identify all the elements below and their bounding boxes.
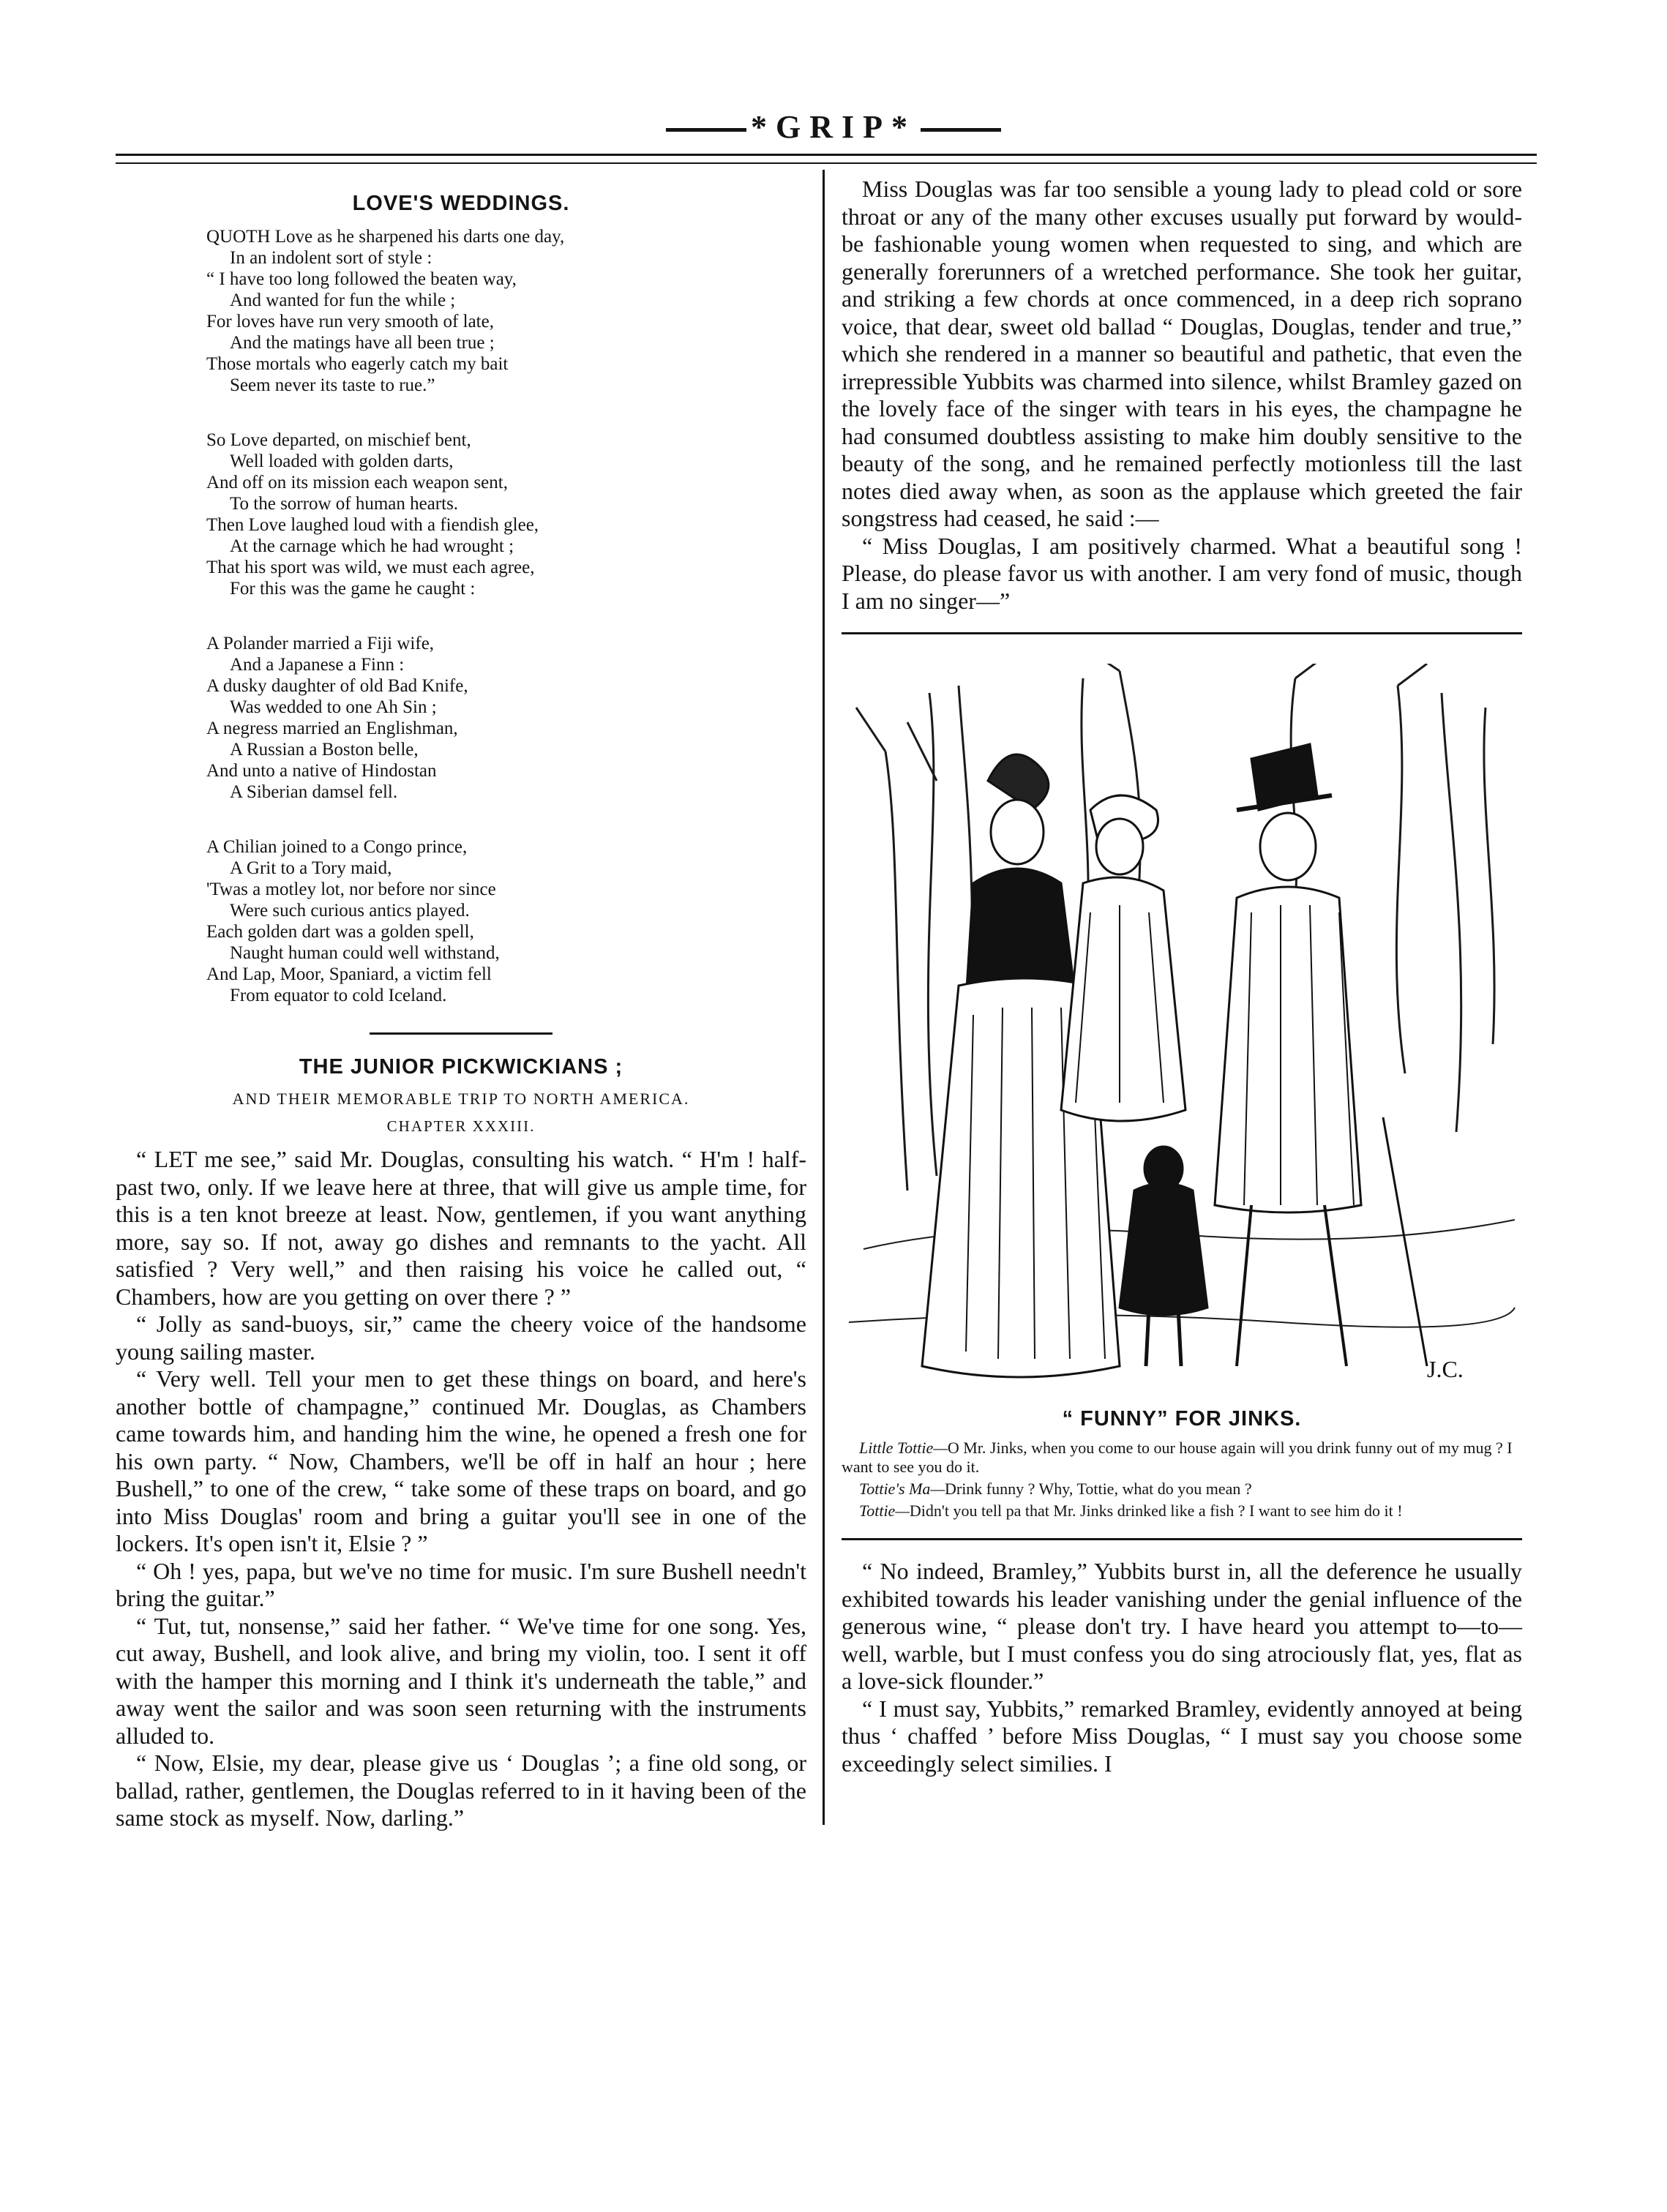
poem-stanza: [206, 633, 806, 803]
poem-line: In an indolent sort of style :: [230, 248, 432, 268]
column-divider: [823, 170, 825, 1825]
left-column: [116, 176, 806, 1832]
story-text-left: [116, 1146, 806, 1832]
poem-stanza: [206, 226, 806, 396]
masthead: [0, 108, 1667, 146]
poem-line: Was wedded to one Ah Sin ;: [230, 697, 437, 717]
masthead-star-right: *: [891, 109, 916, 145]
poem-line: A negress married an Englishman,: [206, 719, 458, 738]
poem-line: A Siberian damsel fell.: [230, 782, 398, 802]
poem-line: Each golden dart was a golden spell,: [206, 922, 474, 942]
illustration-rule-bottom: [842, 1538, 1522, 1540]
poem-line: A Chilian joined to a Congo prince,: [206, 837, 468, 857]
caption-text: Drink funny ? Why, Tottie, what do you mean ?: [944, 1480, 1252, 1498]
story-title: THE JUNIOR PICKWICKIANS ;: [299, 1055, 623, 1079]
right-column: [842, 176, 1522, 1777]
story-paragraph: “ I must say, Yubbits,” remarked Bramley, evidently annoyed at being thus ‘ chaffed ’ before Miss Douglas, “ I must say you choose some exceedingly select similies. I: [842, 1695, 1522, 1777]
poem-line: “ I have too long followed the beaten way,: [206, 269, 517, 289]
poem-line: And unto a native of Hindostan: [206, 761, 437, 781]
story-subtitle: AND THEIR MEMORABLE TRIP TO NORTH AMERICA.: [232, 1090, 690, 1108]
masthead-title: GRIP: [776, 109, 891, 145]
poem-body: [116, 226, 806, 1006]
cartoon-title: “ FUNNY” FOR JINKS.: [1062, 1407, 1302, 1431]
story-paragraph: “ Miss Douglas, I am positively charmed. What a beautiful song ! Please, do please favor us with another. I am very fond of music, though I am no singer—”: [842, 532, 1522, 614]
poem-line: And wanted for fun the while ;: [230, 290, 456, 310]
masthead-star-left: *: [751, 109, 776, 145]
story-text-right-top: [842, 176, 1522, 615]
poem-line: And Lap, Moor, Spaniard, a victim fell: [206, 964, 492, 984]
poem-line: To the sorrow of human hearts.: [230, 494, 459, 514]
caption-line: [842, 1501, 1522, 1521]
header-rule-thin: [116, 162, 1537, 164]
masthead-dash-right: [921, 128, 1001, 132]
story-paragraph: “ Very well. Tell your men to get these things on board, and here's another bottle of champagne,” continued Mr. Douglas, as Chambers came towards him, and handing him the wine, he opened a fresh one for his own party. “ Now, Chambers, we'll be off in half an hour ; here Bushell,” to one of the crew, “ take some of these traps on board, and go into Miss Douglas' room and bring a guitar you'll see in one of the lockers. It's open isn't it, Elsie ? ”: [116, 1365, 806, 1556]
cartoon-illustration: [842, 664, 1522, 1395]
caption-speaker: Tottie—: [859, 1501, 910, 1520]
poem-line: Well loaded with golden darts,: [230, 451, 454, 471]
poem-line: Naught human could well withstand,: [230, 943, 500, 963]
cartoon-caption: [842, 1439, 1522, 1521]
poem-line: For loves have run very smooth of late,: [206, 312, 494, 331]
story-chapter: CHAPTER XXXIII.: [386, 1117, 536, 1135]
poem-line: A Russian a Boston belle,: [230, 740, 419, 760]
poem-line: From equator to cold Iceland.: [230, 986, 447, 1005]
poem-line: And off on its mission each weapon sent,: [206, 473, 508, 492]
poem-line: Then Love laughed loud with a fiendish glee,: [206, 515, 539, 535]
caption-text: Didn't you tell pa that Mr. Jinks drinked like a fish ? I want to see him do it !: [909, 1501, 1403, 1520]
poem-line: That his sport was wild, we must each agree,: [206, 558, 535, 577]
caption-speaker: Tottie's Ma—: [859, 1480, 945, 1498]
caption-line: [842, 1439, 1522, 1477]
poem-line: QUOTH Love as he sharpened his darts one day,: [206, 227, 565, 247]
story-paragraph: “ No indeed, Bramley,” Yubbits burst in, all the deference he usually exhibited towards his leader vanishing under the genial influence of the generous wine, “ please don't try. I have heard you attempt to—to—well, warble, but I must confess you do sing atrociously flat, yes, flat as a love-sick flounder.”: [842, 1558, 1522, 1694]
poem-line: At the carnage which he had wrought ;: [230, 536, 514, 556]
poem-stanza: [206, 430, 806, 599]
section-divider: [370, 1032, 552, 1035]
caption-line: [842, 1480, 1522, 1499]
poem-line: And the matings have all been true ;: [230, 333, 495, 353]
header-rule: [116, 154, 1537, 156]
story-paragraph: “ LET me see,” said Mr. Douglas, consulting his watch. “ H'm ! half-past two, only. If we leave here at three, that will give us ample time, for this is a ten knot breeze at least. Now, gentlemen, if you want anything more, say so. If not, away go dishes and remnants to the yacht. All satisfied ? Very well,” and then raising his voice he called out, “ Chambers, how are you getting on over there ? ”: [116, 1146, 806, 1310]
story-paragraph: “ Oh ! yes, papa, but we've no time for music. I'm sure Bushell needn't bring the guitar.”: [116, 1557, 806, 1611]
story-paragraph: “ Tut, tut, nonsense,” said her father. “ We've time for one song. Yes, cut away, Bushell, and look alive, and bring my violin, too. I sent it off with the hamper this morning and I think it's underneath the table,” and away went the sailor and was soon seen returning with the instruments alluded to.: [116, 1612, 806, 1749]
poem-line: Those mortals who eagerly catch my bait: [206, 354, 509, 374]
poem-line: Were such curious antics played.: [230, 901, 470, 921]
story-paragraph: “ Jolly as sand-buoys, sir,” came the cheery voice of the handsome young sailing master.: [116, 1311, 806, 1365]
poem-line: A dusky daughter of old Bad Knife,: [206, 676, 468, 696]
illustration-rule-top: [842, 632, 1522, 634]
masthead-dash-left: [666, 128, 746, 132]
poem-line: A Polander married a Fiji wife,: [206, 634, 435, 653]
cartoon-signature: J.C.: [1427, 1356, 1464, 1382]
poem-line: 'Twas a motley lot, nor before nor since: [206, 880, 496, 899]
caption-text: O Mr. Jinks, when you come to our house again will you drink funny out of my mug ? I want to see you do it.: [842, 1439, 1513, 1476]
caption-speaker: Little Tottie—: [859, 1439, 948, 1457]
story-paragraph: Miss Douglas was far too sensible a young lady to plead cold or sore throat or any of the many other excuses usually put forward by would-be fashionable young women when requested to sing, and which are generally forerunners of a wretched performance. She took her guitar, and striking a few chords at once commenced, in a deep rich soprano voice, that dear, sweet old ballad “ Douglas, Douglas, tender and true,” which she rendered in a manner so beautiful and pathetic, that even the irrepressible Yubbits was charmed into silence, whilst Bramley gazed on the lovely face of the singer with tears in his eyes, the champagne he had consumed doubtless assisting to make him doubly sensitive to the beauty of the song, and he remained perfectly motionless till the last notes died away when, as soon as the applause which greeted the fair songstress had ceased, he said :—: [842, 176, 1522, 531]
poem-line: So Love departed, on mischief bent,: [206, 430, 471, 450]
poem-stanza: [206, 836, 806, 1006]
story-paragraph: “ Now, Elsie, my dear, please give us ‘ Douglas ’; a fine old song, or ballad, rather, gentlemen, the Douglas referred to in it having been of the same stock as myself. Now, darling.”: [116, 1750, 806, 1831]
poem-line: Seem never its taste to rue.”: [230, 375, 435, 395]
poem-line: For this was the game he caught :: [230, 579, 476, 599]
poem-line: A Grit to a Tory maid,: [230, 858, 392, 878]
poem-title: LOVE'S WEDDINGS.: [352, 192, 570, 215]
poem-line: And a Japanese a Finn :: [230, 655, 405, 675]
story-text-right-bottom: [842, 1558, 1522, 1777]
